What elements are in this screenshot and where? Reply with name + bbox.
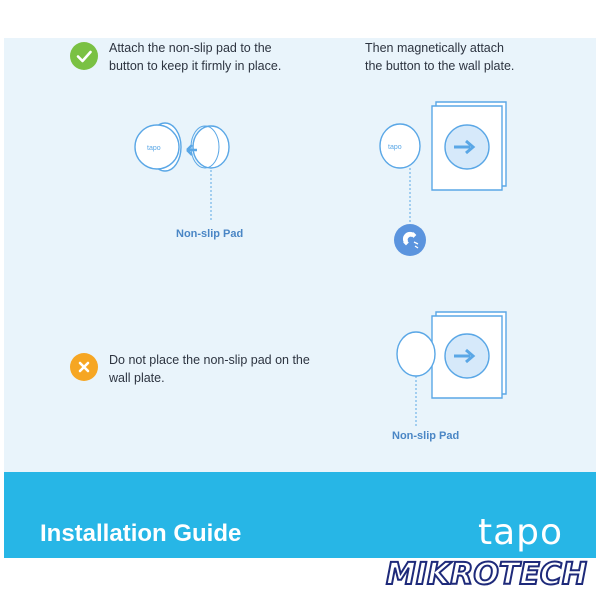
callout-non-slip-pad-2: Non-slip Pad (392, 430, 460, 442)
watermark-logo (386, 557, 596, 596)
step-magnet-text (365, 39, 514, 75)
button-logo: tapo (147, 145, 161, 152)
step-wrong-line1: Do not place the non-slip pad on the (109, 353, 310, 367)
brand-logo: tapo (478, 512, 564, 553)
step-attach-line1: Attach the non-slip pad to the (109, 41, 272, 55)
watermark-text: MIKROTECH (386, 557, 587, 592)
pad-on-wall-plate-illustration (390, 308, 520, 428)
step-magnet-line2: the button to the wall plate. (365, 59, 515, 73)
step-attach-text (109, 39, 281, 75)
step-magnet-line1: Then magnetically attach (365, 41, 504, 55)
callout-non-slip-pad-1: Non-slip Pad (176, 228, 244, 240)
cross-icon (70, 353, 98, 381)
step-wrong-line2: wall plate. (109, 371, 165, 385)
svg-text:tapo: tapo (388, 144, 402, 151)
magnet-icon (394, 224, 426, 256)
checkmark-icon (70, 42, 98, 70)
footer-title: Installation Guide (40, 520, 242, 547)
step-wrong-text (109, 351, 310, 387)
footer-banner (4, 472, 596, 558)
non-slip-pad-2 (397, 332, 435, 376)
non-slip-pad (193, 126, 229, 168)
button-to-wall-plate-illustration (370, 98, 520, 258)
step-attach-line2: button to keep it firmly in place. (109, 59, 282, 73)
